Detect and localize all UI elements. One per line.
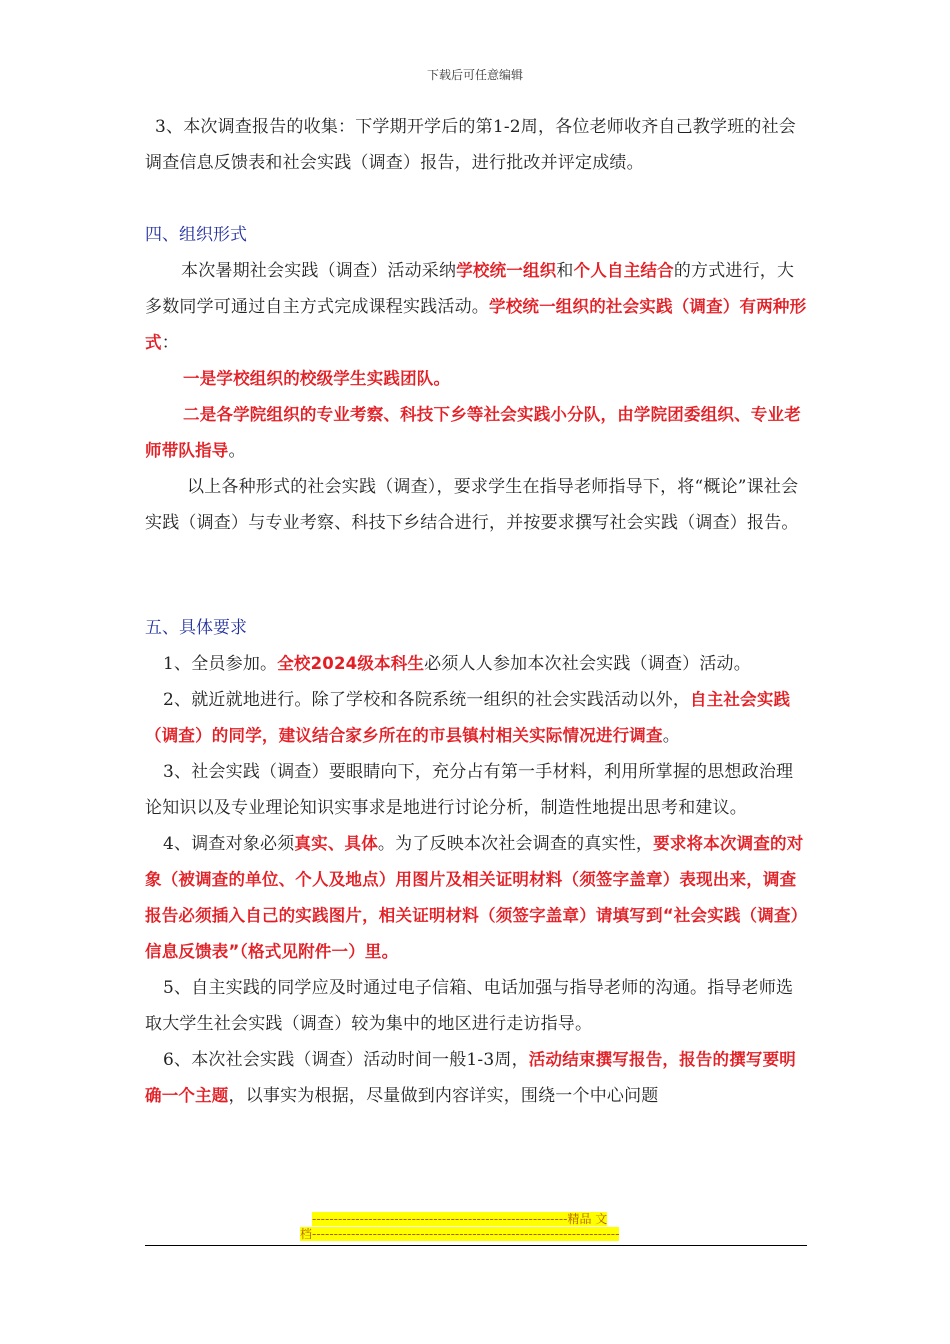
highlight-run: 全校2024级本科生 (277, 654, 425, 673)
text-run: 。 (228, 441, 246, 461)
section-4-paragraph-1 (145, 253, 807, 361)
text-run: 2、就近就地进行。除了学校和各院系统一组织的社会实践活动以外， (163, 690, 691, 710)
footer-watermark (300, 1212, 650, 1242)
section-4-paragraph-2: 以上各种形式的社会实践（调查），要求学生在指导老师指导下，将“概论”课社会实践（调查）与专业考察、科技下乡结合进行，并按要求撰写社会实践（调查）报告。 (145, 477, 799, 533)
form-2 (145, 397, 807, 469)
text-run: 6、本次社会实践（调查）活动时间一般1-3周， (163, 1050, 529, 1070)
highlight-run: 学校统一组织的社会实践（调查）有两种形式 (145, 297, 807, 352)
page-header: 下载后可任意编辑 (426, 68, 523, 82)
highlight-text: -----------------------------------------------------------精品 文 (312, 1212, 608, 1226)
highlight-run: 个人自主结合 (573, 261, 674, 280)
requirement-4 (145, 826, 807, 970)
highlight-run: 自主社会实践（调查）的同学，建议结合家乡所在的市县镇村相关实际情况进行调查 (145, 690, 791, 745)
item-3-collection: 3、本次调查报告的收集：下学期开学后的第1-2周，各位老师收齐自己教学班的社会调查信息反馈表和社会实践（调查）报告，进行批改并评定成绩。 (145, 117, 796, 173)
highlight-run: 学校统一组织 (456, 261, 557, 280)
section-5 (145, 610, 807, 1114)
highlight-run: 二是各学院组织的专业考察、科技下乡等社会实践小分队，由学院团委组织、专业老师带队指导 (145, 405, 801, 460)
section-4 (145, 217, 807, 541)
requirement-5: 5、自主实践的同学应及时通过电子信箱、电话加强与指导老师的沟通。指导老师选取大学生社会实践（调查）较为集中的地区进行走访指导。 (145, 978, 794, 1034)
form-1 (145, 361, 807, 397)
highlight-run: 真实、具体 (294, 834, 378, 853)
requirement-3: 3、社会实践（调查）要眼睛向下，充分占有第一手材料，利用所掌握的思想政治理论知识以及专业理论知识实事求是地进行讨论分析，制造性地提出思考和建议。 (145, 762, 794, 818)
text-run: 本次暑期社会实践（调查）活动采纳 (181, 261, 457, 281)
footer-divider (145, 1245, 807, 1246)
text-run: 和 (556, 261, 574, 281)
section-5-title: 五、具体要求 (145, 618, 247, 638)
highlight-text: 档----------------------------------------------------------------------- (300, 1227, 620, 1241)
requirement-2 (145, 682, 807, 754)
text-run: 4、调查对象必须 (163, 834, 295, 854)
text-run: ，以事实为根据，尽量做到内容详实，围绕一个中心问题 (228, 1086, 659, 1106)
highlight-run: 一是学校组织的校级学生实践团队。 (183, 369, 451, 388)
footer-line-2 (300, 1227, 650, 1242)
text-run: 的方式进行，大多数同学可通过自主方式完成课程实践活动。 (145, 261, 795, 317)
text-run: 必须人人参加本次社会实践（调查）活动。 (424, 654, 751, 674)
text-run: ： (161, 333, 179, 353)
highlight-run: 要求将本次调查的对象（被调查的单位、个人及地点）用图片及相关证明材料（须签字盖章）表现出来，调查报告必须插入自己的实践图片，相关证明材料（须签字盖章）请填写到“社会实践（调查）信息反馈表”（格式见附件一）里。 (145, 834, 804, 961)
highlight-run: 活动结束撰写报告，报告的撰写要明确一个主题 (145, 1050, 796, 1105)
requirement-1 (145, 646, 807, 682)
section-4-title: 四、组织形式 (145, 225, 247, 245)
text-run: 。为了反映本次社会调查的真实性， (377, 834, 654, 854)
footer-line-1 (300, 1212, 650, 1227)
document-body (145, 109, 807, 181)
text-run: 1、全员参加。 (163, 654, 278, 674)
text-run: 。 (662, 726, 680, 746)
requirement-6 (145, 1042, 807, 1114)
